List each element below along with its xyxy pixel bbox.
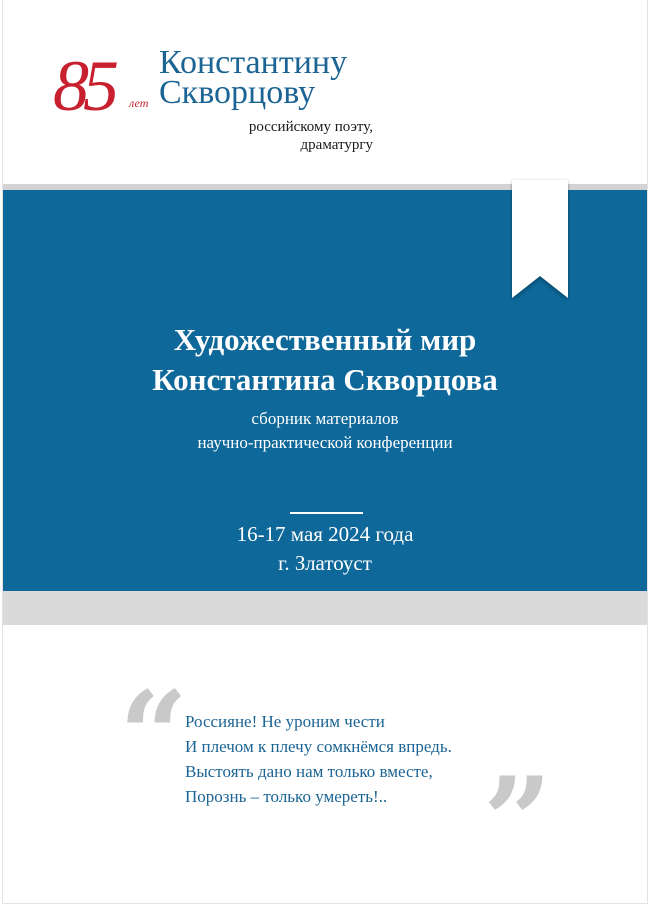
header-name (159, 44, 348, 111)
header-subtitle-line2: драматургу (300, 137, 373, 153)
title-line2: Константина Скворцова (152, 362, 498, 397)
title-line1: Художественный мир (173, 322, 477, 357)
close-quote-icon: ” (483, 751, 553, 892)
subtitle-line1: сборник материалов (251, 409, 399, 428)
anniversary-unit: лет (129, 96, 149, 110)
quote-line: Порознь – только умереть!.. (185, 787, 388, 806)
event-info (3, 520, 647, 578)
short-divider (290, 512, 363, 514)
document-title (3, 320, 647, 400)
open-quote-icon: “ (119, 665, 189, 806)
anniversary-number: 85 (53, 46, 113, 126)
event-date: 16-17 мая 2024 года (236, 522, 414, 546)
header-subtitle-line1: российскому поэту, (248, 119, 373, 135)
quote-line: Россияне! Не уроним чести (185, 712, 385, 731)
document-page (2, 0, 648, 904)
event-place: г. Златоуст (278, 551, 372, 575)
quote-line: Выстоять дано нам только вместе, (185, 762, 433, 781)
grey-band (3, 591, 647, 625)
bookmark-ribbon-icon (510, 178, 570, 300)
header-subtitle (203, 118, 373, 154)
header-name-line2: Скворцову (159, 74, 316, 111)
subtitle-line2: научно-практической конференции (197, 433, 453, 452)
document-subtitle (3, 407, 647, 455)
quote-line: И плечом к плечу сомкнёмся впредь. (185, 737, 452, 756)
header-name-line1: Константину (159, 44, 348, 81)
poem-quote (185, 709, 452, 809)
